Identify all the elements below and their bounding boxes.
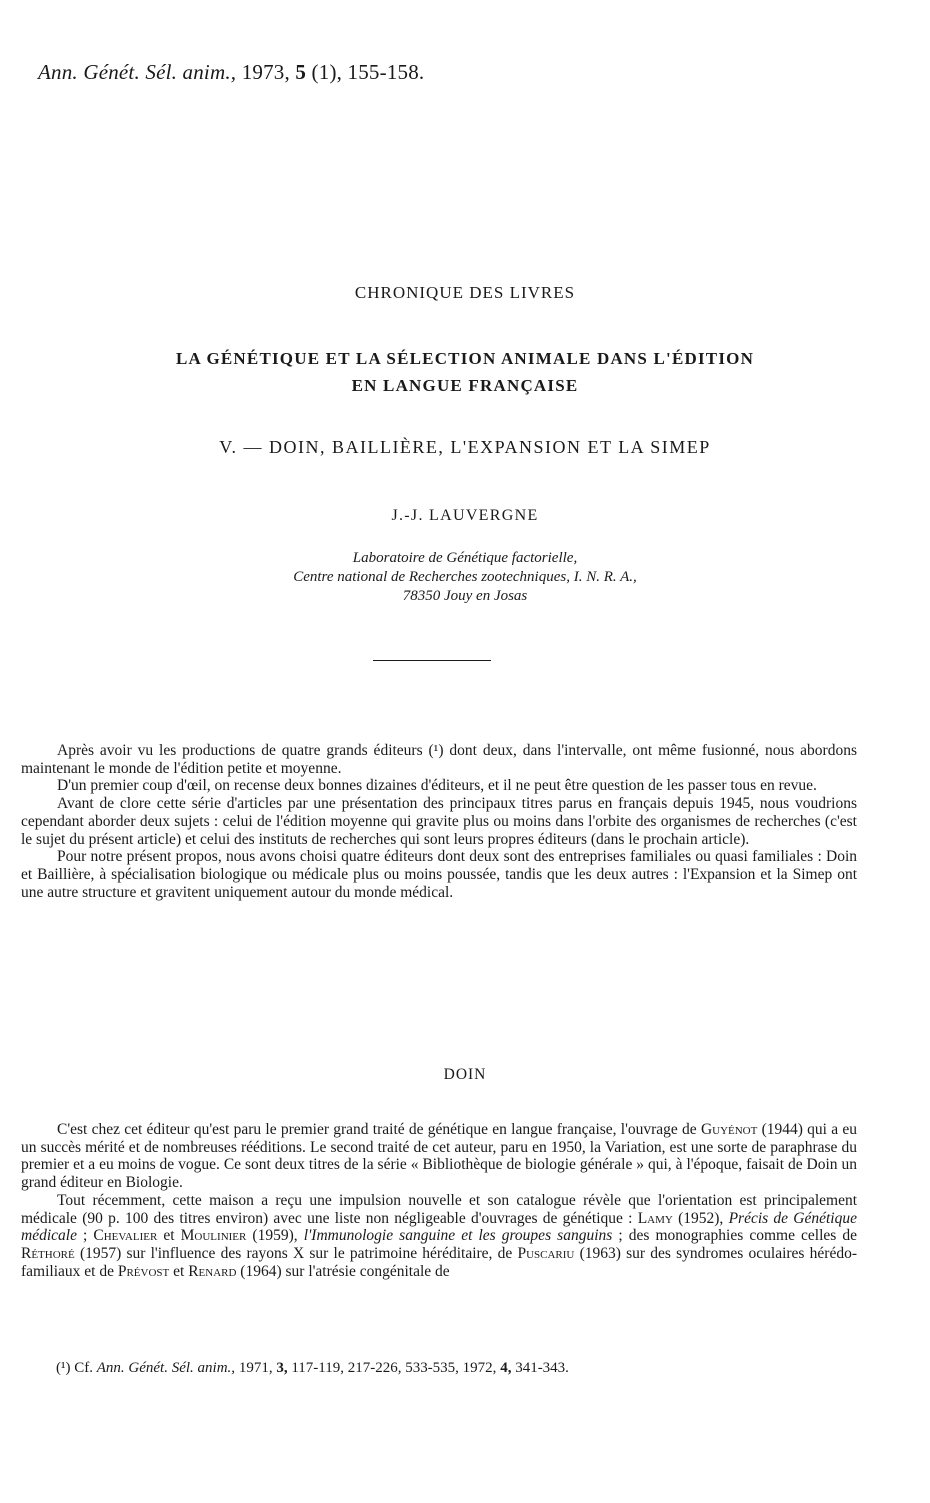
citation-issue-pages: (1), 155-158. (311, 60, 425, 84)
article-subtitle: V. — DOIN, BAILLIÈRE, L'EXPANSION ET LA SIMEP (219, 437, 711, 457)
footnote-volume: 3, (276, 1360, 288, 1376)
doin-section (21, 1121, 857, 1280)
author-ref: Puscariu (517, 1244, 575, 1262)
footnote (56, 1360, 856, 1377)
text-run: et (169, 1262, 189, 1280)
text-run: (1944) qui a eu un succès mérité et de nombreuses rééditions. Le second traité de cet auteur, paru en 1950, la Variation, est une sorte de paraphrase du premier et a eu moins de vogue. Ce sont deux titres de la série « Bibliothèque de biologie générale » qui, à l'époque, faisait de Doin un grand éditeur en Biologie. (21, 1121, 857, 1192)
footnote-volume: 4, (500, 1360, 512, 1376)
text-run: (1952), (672, 1209, 729, 1227)
journal-citation (38, 60, 424, 85)
footnote-mark: (¹) Cf. (56, 1360, 97, 1376)
intro-paragraph-3: Avant de clore cette série d'articles par une présentation des principaux titres parus en français depuis 1945, nous voudrions cependant aborder deux sujets : celui de l'édition moyenne qui gravite plus ou moins dans l'orbite des organismes de recherches (c'est le sujet du présent article) et celui des instituts de recherches qui sont leurs propres éditeurs (dans le prochain article). (21, 795, 857, 848)
footnote-journal: Ann. Génét. Sél. anim., (96, 1360, 236, 1376)
book-title: l'Immunologie sanguine et les groupes sanguins (303, 1227, 613, 1245)
separator-rule (373, 660, 491, 661)
article-title-line-2: EN LANGUE FRANÇAISE (351, 376, 579, 395)
article-title (60, 345, 870, 399)
intro-section (21, 742, 857, 901)
intro-paragraph-2: D'un premier coup d'œil, on recense deux bonnes dizaines d'éditeurs, et il ne peut être question de les passer tous en revue. (57, 777, 817, 795)
affiliation-line-2: Centre national de Recherches zootechniques, I. N. R. A., (293, 569, 637, 585)
author-ref: Prévost (117, 1262, 170, 1280)
author-ref: Lamy (637, 1209, 673, 1227)
text-run: ; des monographies comme celles de (612, 1227, 858, 1245)
affiliation-line-3: 78350 Jouy en Josas (402, 588, 528, 604)
article-title-line-1: LA GÉNÉTIQUE ET LA SÉLECTION ANIMALE DANS L'ÉDITION (175, 349, 755, 368)
author-name: J.-J. LAUVERGNE (391, 507, 539, 524)
doin-paragraph-2 (21, 1192, 857, 1281)
author-ref: Moulinier (180, 1227, 247, 1245)
text-run: et (157, 1227, 181, 1245)
author-affiliation (0, 549, 930, 606)
section-heading-doin: DOIN (443, 1066, 487, 1083)
text-run: Tout récemment, cette maison a reçu une impulsion nouvelle et son catalogue révèle que l'orientation est principalement médicale (90 p. 100 des titres environ) avec une liste non négligeable d'ouvrages de génétique : (21, 1191, 857, 1227)
text-run: 341-343. (511, 1360, 569, 1376)
affiliation-line-1: Laboratoire de Génétique factorielle, (352, 550, 578, 566)
text-run: (1963) sur des syndromes oculaires hérédo-familiaux et de (21, 1244, 857, 1280)
author-ref: Réthoré (21, 1244, 75, 1262)
citation-year: 1973, (241, 60, 290, 84)
doin-paragraph-1 (21, 1121, 857, 1192)
text-run: (1959), (246, 1227, 304, 1245)
text-run: ; (76, 1227, 94, 1245)
book-title: Précis de Génétique médicale (21, 1209, 857, 1245)
journal-name: Ann. Génét. Sél. anim., (38, 60, 237, 84)
text-run: 1971, (235, 1360, 277, 1376)
text-run: 117-119, 217-226, 533-535, 1972, (287, 1360, 501, 1376)
rubric-heading: CHRONIQUE DES LIVRES (354, 283, 576, 302)
intro-paragraph-1: Après avoir vu les productions de quatre grands éditeurs (¹) dont deux, dans l'intervalle, ont même fusionné, nous abordons maintenant le monde de l'édition petite et moyenne. (21, 742, 857, 777)
author-ref: Chevalier (93, 1227, 158, 1245)
text-run: (1964) sur l'atrésie congénitale de (236, 1262, 450, 1280)
text-run: (1957) sur l'influence des rayons X sur le patrimoine héréditaire, de (74, 1244, 518, 1262)
author-ref: Renard (188, 1262, 237, 1280)
author-ref: Guyénot (700, 1121, 758, 1138)
citation-volume: 5 (295, 60, 307, 84)
text-run: C'est chez cet éditeur qu'est paru le premier grand traité de génétique en langue française, l'ouvrage de (57, 1121, 701, 1138)
intro-paragraph-4: Pour notre présent propos, nous avons choisi quatre éditeurs dont deux sont des entreprises familiales ou quasi familiales : Doin et Baillière, à spécialisation biologique ou médicale plus ou moins poussée, tandis que les deux autres : l'Expansion et la Simep ont une autre structure et gravitent uniquement autour du monde médical. (21, 848, 857, 901)
